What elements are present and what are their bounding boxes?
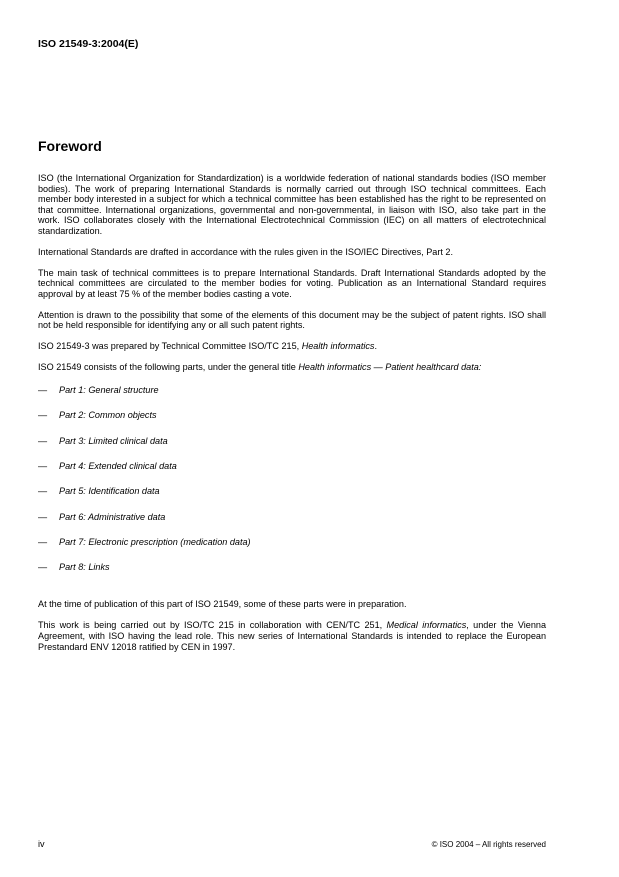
part-label: Part 1: General structure [59,385,159,396]
paragraph-iso-intro: ISO (the International Organization for Standardization) is a worldwide federation of national standards bodies (ISO member bodies). The work of preparing International Standards is normally carried out through ISO technical committees. Each member body interested in a subject for which a technical committee has been established has the right to be represented on that committee. International organizations, governmental and non-governmental, in liaison with ISO, also take part in the work. ISO collaborates closely with the International Electrotechnical Commission (IEC) on all matters of electrotechnical standardization. [38,173,546,236]
parts-list [38,385,546,587]
part-label: Part 5: Identification data [59,486,160,497]
dash-bullet: — [38,410,48,421]
collaboration-committee-name: Medical informatics [386,620,467,631]
list-item [38,436,546,461]
part-label: Part 2: Common objects [59,410,157,421]
dash-bullet: — [38,562,48,573]
list-item [38,537,546,562]
paragraph-publication-note: At the time of publication of this part of ISO 21549, some of these parts were in preparation. [38,599,407,610]
list-item [38,410,546,435]
page-number: iv [38,839,45,849]
part-label: Part 6: Administrative data [59,511,166,522]
dash-bullet: — [38,486,48,497]
dash-bullet: — [38,460,48,471]
paragraph-committee-task: The main task of technical committees is to prepare International Standards. Draft International Standards adopted by the technical committees are circulated to the member bodies for voting. Publication as an International Standard requires approval by at least 75 % of the member bodies casting a vote. [38,267,546,299]
parts-intro-text: ISO 21549 consists of the following parts, under the general title [38,362,299,373]
collaboration-text-after: , under the Vienna Agreement, with ISO having the lead role. This new series of International Standards is intended to replace the European Prestandard ENV 12018 ratified by CEN in 1997. [38,620,546,652]
foreword-section [38,138,546,662]
dash-bullet: — [38,435,48,446]
part-label: Part 3: Limited clinical data [59,435,168,446]
paragraph-directives: International Standards are drafted in accordance with the rules given in the ISO/IEC Directives, Part 2. [38,246,453,257]
list-item [38,486,546,511]
list-item [38,562,546,587]
collaboration-text-before: This work is being carried out by ISO/TC 215 in collaboration with CEN/TC 251, [38,620,387,631]
prepared-by-end: . [374,341,377,352]
copyright-notice: © ISO 2004 – All rights reserved [431,840,546,849]
prepared-by-text: ISO 21549-3 was prepared by Technical Committee ISO/TC 215, [38,341,302,352]
prepared-by-committee-name: Health informatics [301,341,375,352]
list-item [38,461,546,486]
dash-bullet: — [38,511,48,522]
part-label: Part 4: Extended clinical data [59,460,177,471]
list-item [38,512,546,537]
part-label: Part 7: Electronic prescription (medication data) [59,536,251,547]
paragraph-parts-intro [38,362,546,373]
paragraph-prepared-by [38,341,546,352]
parts-intro-general-title: Health informatics — Patient healthcard data: [298,362,482,373]
document-header: ISO 21549-3:2004(E) [38,38,139,50]
paragraph-collaboration [38,620,546,652]
paragraph-patent-rights: Attention is drawn to the possibility that some of the elements of this document may be the subject of patent rights. ISO shall not be held responsible for identifying any or all such patent rights. [38,309,546,331]
page-title: Foreword [38,138,102,154]
part-label: Part 8: Links [59,562,110,573]
dash-bullet: — [38,536,48,547]
dash-bullet: — [38,385,48,396]
list-item [38,385,546,410]
